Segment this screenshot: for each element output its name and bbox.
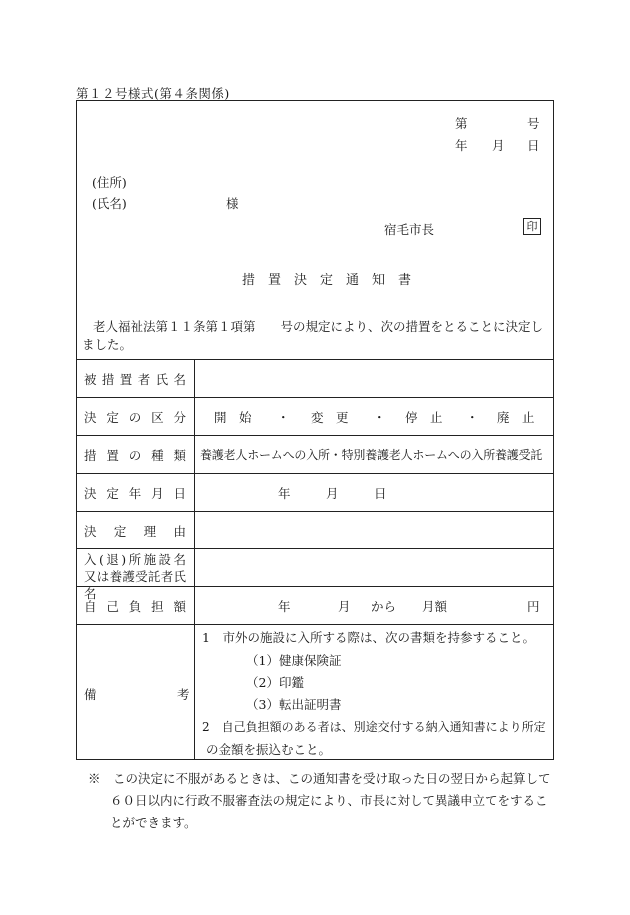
label-remarks-2: 考 — [177, 687, 190, 702]
remarks-item-2-line-2: の金額を振込むこと。 — [206, 742, 332, 757]
option-start: 開 始 — [214, 410, 252, 425]
remarks-item-1: 1 市外の施設に入所する際は、次の書類を持参すること。 — [202, 630, 535, 645]
date-tsuki: 月 — [326, 486, 339, 501]
burden-kara: から — [371, 599, 397, 614]
body-text: 老人福祉法第１１条第１項第 号の規定により、次の措置をとることに決定しました。 — [82, 319, 544, 352]
row-divider — [76, 511, 554, 512]
label-decision-reason: 決定理由 — [84, 524, 186, 539]
burden-getsugaku: 月額 — [422, 599, 448, 614]
row-divider — [76, 435, 554, 436]
remarks-sub-1: （1）健康保険証 — [246, 653, 342, 668]
header-dai: 第 — [455, 116, 468, 131]
form-number: 第１２号様式(第４条関係) — [76, 86, 230, 101]
option-sep: ・ — [277, 410, 290, 425]
option-sep: ・ — [373, 410, 386, 425]
label-decision-date: 決定年月日 — [84, 486, 186, 501]
label-remarks-1: 備 — [84, 687, 97, 702]
column-divider — [194, 359, 195, 760]
date-nen: 年 — [278, 486, 291, 501]
measure-type-value: 養護老人ホームへの入所・特別養護老人ホームへの入所養護受託 — [200, 448, 543, 462]
header-nen: 年 — [455, 138, 468, 153]
row-divider — [76, 359, 554, 360]
option-suspend: 停 止 — [405, 410, 443, 425]
row-divider — [76, 624, 554, 625]
burden-tsuki: 月 — [338, 599, 351, 614]
issuer-name: 宿毛市長 — [384, 222, 435, 237]
header-tsuki: 月 — [492, 138, 505, 153]
name-label: (氏名) — [92, 196, 127, 211]
seal-stamp: 印 — [523, 218, 541, 235]
label-decision-category: 決定の区分 — [84, 410, 186, 425]
burden-nen: 年 — [278, 599, 291, 614]
honorific: 様 — [226, 196, 239, 211]
remarks-item-2-line-1: 2 自己負担額のある者は、別途交付する納入通知書により所定 — [202, 720, 546, 734]
remarks-sub-2: （2）印鑑 — [246, 675, 304, 690]
burden-en: 円 — [527, 599, 540, 614]
footnote: ※ この決定に不服があるときは、この通知書を受け取った日の翌日から起算して６０日以内に行政不服審査法の規定により、市長に対して異議申立てをすることができます。 — [88, 771, 551, 830]
label-recipient-name: 被措置者氏名 — [84, 372, 186, 387]
row-divider — [76, 473, 554, 474]
header-go: 号 — [527, 116, 540, 131]
label-measure-type: 措置の種類 — [84, 448, 186, 463]
date-hi: 日 — [374, 486, 387, 501]
label-self-burden: 自己負担額 — [84, 599, 186, 614]
option-sep: ・ — [466, 410, 479, 425]
label-facility-2: 又は養護受託者氏名 — [84, 569, 186, 601]
row-divider — [76, 397, 554, 398]
header-hi: 日 — [527, 138, 540, 153]
option-change: 変 更 — [311, 410, 349, 425]
remarks-sub-3: （3）転出証明書 — [246, 697, 342, 712]
row-divider — [76, 548, 554, 549]
label-facility-1: 入(退)所施設名 — [84, 552, 186, 567]
option-abolish: 廃 止 — [497, 410, 535, 425]
address-label: (住所) — [92, 175, 127, 190]
document-title: 措 置 決 定 通 知 書 — [242, 273, 412, 288]
